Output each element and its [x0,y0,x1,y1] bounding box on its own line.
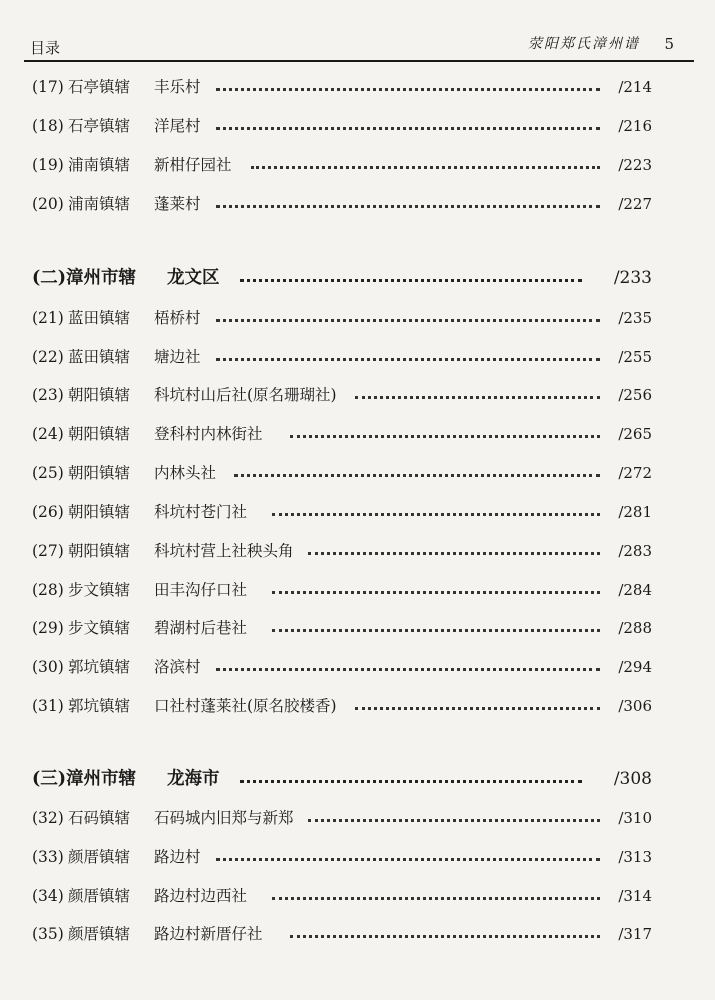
entry-number: (28) [32,581,64,599]
entry-page-number: /216 [618,117,652,135]
entry-page-number: /223 [618,156,652,174]
toc-entry [32,422,652,446]
toc-entry [32,922,652,946]
dot-leader [290,935,600,938]
dot-leader [308,819,600,822]
toc-entry [32,655,652,679]
dot-leader [272,513,600,516]
entry-place: 路边村 [154,848,201,866]
entry-town: 步文镇辖 [68,581,131,599]
dot-leader [216,319,600,322]
entry-number: (23) [32,386,64,404]
toc-entry [32,578,652,602]
entry-town: 颜厝镇辖 [68,848,131,866]
entry-place: 内林头社 [154,464,217,482]
toc-entry [32,845,652,869]
entry-place: 科坑村营上社秧头角 [154,542,294,560]
dot-leader [240,279,582,282]
dot-leader [251,166,600,169]
toc-entry [32,383,652,407]
toc-entry [32,806,652,830]
entry-place: 蓬莱村 [154,195,201,213]
entry-place: 口社村蓬莱社(原名胶楼香) [154,697,337,715]
entry-number: (32) [32,809,64,827]
entry-number: (21) [32,309,64,327]
entry-town: 朝阳镇辖 [68,425,131,443]
entry-place: 新柑仔园社 [154,156,232,174]
header-page-number: 5 [664,35,674,53]
section-district: 龙文区 [167,268,220,288]
entry-page-number: /272 [618,464,652,482]
entry-number: (31) [32,697,64,715]
entry-place: 田丰沟仔口社 [154,581,248,599]
entry-page-number: /227 [618,195,652,213]
dot-leader [234,474,600,477]
toc-entry [32,114,652,138]
entry-place: 碧湖村后巷社 [154,619,248,637]
entry-page-number: /288 [618,619,652,637]
toc-entry [32,345,652,369]
entry-page-number: /310 [618,809,652,827]
entry-place: 科坑村苍门社 [154,503,248,521]
entry-place: 科坑村山后社(原名珊瑚社) [154,386,337,404]
entry-place: 丰乐村 [154,78,201,96]
entry-place: 梧桥村 [154,309,201,327]
entry-place: 洛滨村 [154,658,201,676]
entry-page-number: /314 [618,887,652,905]
entry-town: 蓝田镇辖 [68,348,131,366]
toc-entry [32,539,652,563]
entry-town: 颜厝镇辖 [68,887,131,905]
entry-town: 朝阳镇辖 [68,503,131,521]
entry-number: (26) [32,503,64,521]
dot-leader [272,629,600,632]
entry-place: 塘边社 [154,348,201,366]
dot-leader [290,435,600,438]
dot-leader [272,591,600,594]
toc-entry [32,694,652,718]
entry-number: (25) [32,464,64,482]
dot-leader [355,707,600,710]
dot-leader [216,127,600,130]
entry-town: 朝阳镇辖 [68,464,131,482]
entry-place: 石码城内旧郑与新郑 [154,809,294,827]
dot-leader [355,396,600,399]
header-book-title: 荥阳郑氏漳州谱 [528,36,640,52]
dot-leader [240,780,582,783]
entry-page-number: /256 [618,386,652,404]
running-header [30,28,690,62]
section-district: 龙海市 [167,769,220,789]
toc-entry [32,616,652,640]
entry-number: (22) [32,348,64,366]
section-label: (二)漳州市辖 [32,268,137,288]
dot-leader [308,552,600,555]
entry-town: 蓝田镇辖 [68,309,131,327]
toc-entry [32,75,652,99]
section-label: (三)漳州市辖 [32,769,137,789]
dot-leader [216,88,600,91]
entry-page-number: /265 [618,425,652,443]
header-section-title: 目录 [30,39,61,57]
entry-number: (30) [32,658,64,676]
entry-page-number: /281 [618,503,652,521]
entry-page-number: /284 [618,581,652,599]
dot-leader [272,897,600,900]
entry-number: (33) [32,848,64,866]
entry-place: 路边村边西社 [154,887,248,905]
entry-page-number: /313 [618,848,652,866]
entry-number: (34) [32,887,64,905]
section-page-number: /233 [613,268,652,288]
entry-number: (29) [32,619,64,637]
entry-town: 颜厝镇辖 [68,925,131,943]
dot-leader [216,668,600,671]
entry-number: (35) [32,925,64,943]
toc-entry [32,192,652,216]
dot-leader [216,205,600,208]
entry-number: (18) [32,117,64,135]
toc-entry [32,306,652,330]
entry-page-number: /214 [618,78,652,96]
entry-place: 路边村新厝仔社 [154,925,263,943]
dot-leader [216,858,600,861]
entry-town: 浦南镇辖 [68,156,131,174]
entry-place: 登科村内林街社 [154,425,263,443]
section-page-number: /308 [613,769,652,789]
entry-page-number: /306 [618,697,652,715]
entry-page-number: /317 [618,925,652,943]
toc-entry [32,153,652,177]
entry-town: 步文镇辖 [68,619,131,637]
entry-town: 郭坑镇辖 [68,697,131,715]
toc-entry [32,461,652,485]
dot-leader [216,358,600,361]
entry-town: 郭坑镇辖 [68,658,131,676]
toc-entry [32,884,652,908]
entry-town: 石亭镇辖 [68,117,131,135]
entry-number: (27) [32,542,64,560]
entry-page-number: /294 [618,658,652,676]
header-rule [24,60,694,62]
entry-number: (19) [32,156,64,174]
entry-page-number: /255 [618,348,652,366]
entry-number: (20) [32,195,64,213]
toc-section-heading [32,264,652,292]
entry-number: (24) [32,425,64,443]
entry-page-number: /235 [618,309,652,327]
entry-place: 洋尾村 [154,117,201,135]
entry-town: 浦南镇辖 [68,195,131,213]
entry-number: (17) [32,78,64,96]
toc-section-heading [32,765,652,793]
entry-town: 朝阳镇辖 [68,542,131,560]
entry-page-number: /283 [618,542,652,560]
entry-town: 朝阳镇辖 [68,386,131,404]
entry-town: 石码镇辖 [68,809,131,827]
toc-entry [32,500,652,524]
entry-town: 石亭镇辖 [68,78,131,96]
